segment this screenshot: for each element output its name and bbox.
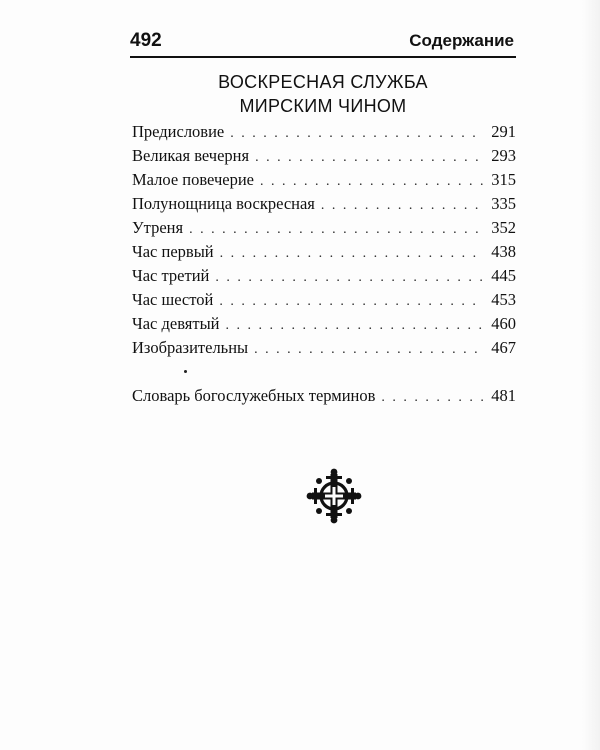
toc-entry[interactable]	[132, 168, 516, 192]
leader-dots	[381, 386, 484, 410]
toc-entry-page: 315	[491, 170, 516, 189]
toc-entry[interactable]	[132, 240, 516, 264]
toc-entry-label: Час шестой	[132, 290, 214, 309]
print-speck	[184, 370, 187, 373]
toc-entry-label: Утреня	[132, 218, 184, 237]
leader-dots	[230, 122, 484, 146]
toc-entry-page: 460	[491, 314, 516, 333]
toc-entry-label: Полунощница воскресная	[132, 194, 315, 213]
toc-entry-page: 467	[491, 338, 516, 357]
toc-entry-label: Изобразительны	[132, 338, 249, 357]
toc-entry-label: Предисловие	[132, 122, 225, 141]
toc-entry-page: 438	[491, 242, 516, 261]
toc-entry-glossary[interactable]	[132, 384, 516, 408]
running-title: Содержание	[409, 31, 514, 50]
toc-entry-page: 335	[491, 194, 516, 213]
toc-entry-page: 453	[491, 290, 516, 309]
toc-entry[interactable]	[132, 192, 516, 216]
toc-entry-page: 445	[491, 266, 516, 285]
toc-entry[interactable]	[132, 120, 516, 144]
page-number: 492	[130, 30, 162, 51]
toc-entry[interactable]	[132, 336, 516, 360]
section-title-line2: МИРСКИМ ЧИНОМ	[239, 96, 407, 116]
toc-entry-page: 293	[491, 146, 516, 165]
leader-dots	[219, 290, 484, 314]
leader-dots	[189, 218, 484, 242]
toc-entry-page: 481	[491, 386, 516, 405]
toc-entry-page: 352	[491, 218, 516, 237]
leader-dots	[220, 242, 484, 266]
toc-entry[interactable]	[132, 288, 516, 312]
toc-entry[interactable]	[132, 144, 516, 168]
toc-entry-label: Малое повечерие	[132, 170, 254, 189]
toc-entry-label: Час первый	[132, 242, 214, 261]
cross-ornament-icon	[306, 468, 362, 524]
toc-entry-label: Великая вечерня	[132, 146, 250, 165]
toc-entry-label: Час третий	[132, 266, 210, 285]
leader-dots	[321, 194, 484, 218]
toc-entry[interactable]	[132, 312, 516, 336]
leader-dots	[215, 266, 484, 290]
toc-entry[interactable]	[132, 264, 516, 288]
section-title-line1: ВОСКРЕСНАЯ СЛУЖБА	[218, 72, 428, 92]
page-header	[130, 26, 516, 58]
toc-entry-label: Час девятый	[132, 314, 220, 333]
leader-dots	[260, 170, 484, 194]
page-edge-shadow	[582, 0, 600, 750]
leader-dots	[254, 338, 484, 362]
toc-entry-label: Словарь богослужебных терминов	[132, 386, 376, 405]
leader-dots	[255, 146, 484, 170]
toc-entry[interactable]	[132, 216, 516, 240]
leader-dots	[226, 314, 484, 338]
glossary-entry-block	[132, 384, 516, 408]
table-of-contents	[132, 120, 516, 360]
toc-entry-page: 291	[491, 122, 516, 141]
